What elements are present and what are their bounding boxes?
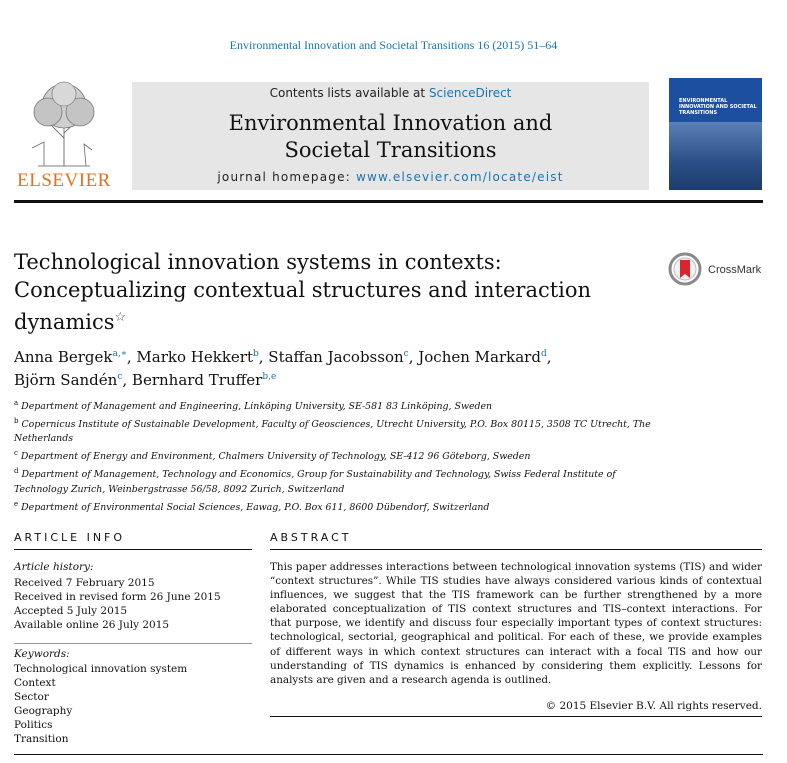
history-list [14, 576, 221, 632]
contents-available [132, 86, 649, 100]
author-name[interactable]: Marko Hekkert [136, 348, 253, 366]
keywords-label: Keywords: [14, 648, 70, 660]
affiliation-text: Department of Environmental Social Sciences, Eawag, P.O. Box 611, 8600 Dübendorf, Switzerland [21, 501, 490, 513]
affiliation-item [14, 497, 654, 515]
author-affil-mark[interactable]: d [540, 349, 547, 359]
journal-homepage [132, 170, 649, 184]
author-name[interactable]: Bernhard Truffer [131, 371, 263, 389]
homepage-prefix: journal homepage: [217, 170, 356, 184]
journal-banner [132, 82, 649, 190]
affiliation-text: Department of Management, Technology and Economics, Group for Sustainability and Technology, Swiss Federal Institute of Technology Zurich, Weinbergstrasse 56/58, 8092 Zurich, Switzerland [14, 469, 616, 495]
history-divider [14, 643, 252, 644]
keyword-item: Geography [14, 705, 73, 717]
affiliation-key: c [14, 449, 18, 458]
affiliation-item [14, 464, 654, 496]
abstract-bottom-rule [270, 716, 762, 717]
keyword-list [14, 662, 187, 746]
history-label: Article history: [14, 561, 94, 573]
header-divider [14, 200, 763, 203]
author-affil-mark[interactable]: c [403, 349, 409, 359]
crossmark-icon [668, 252, 702, 286]
journal-title-line1: Environmental Innovation and [228, 111, 553, 135]
cover-photo [669, 122, 762, 190]
affiliations [14, 396, 654, 515]
keyword-item: Politics [14, 719, 53, 731]
affiliation-key: e [14, 499, 19, 508]
title-line1: Technological innovation systems in contexts: [14, 250, 502, 274]
journal-cover[interactable] [669, 78, 762, 190]
author-list: Anna Bergek$^{a,∗}$, Marko Hekkert$^b$, Staffan Jacobsson$^c$, Jochen Markard$^d$, Björn Sandén$^c$, Bernhard Truffer$^{b,e}$ [14, 348, 552, 389]
copyright-notice: © 2015 Elsevier B.V. All rights reserved. [545, 700, 762, 712]
history-item: Available online 26 July 2015 [14, 619, 170, 631]
article-info-rule [14, 549, 252, 550]
keyword-item: Context [14, 677, 56, 689]
author-affil-mark[interactable]: a,∗ [112, 349, 127, 359]
crossmark-label: CrossMark [708, 264, 762, 276]
elsevier-tree-icon [18, 78, 110, 168]
abstract-heading: ABSTRACT [270, 531, 352, 544]
title-line2: Conceptualizing contextual structures and interaction [14, 278, 592, 302]
page-bottom-rule [14, 754, 763, 755]
cover-title: ENVIRONMENTAL INNOVATION AND SOCIETAL TRANSITIONS [679, 98, 757, 116]
abstract-text: This paper addresses interactions between technological innovation systems (TIS) and wider “context structures”. While TIS studies have always considered various kinds of contextual influences, we suggest that the TIS framework can be further strengthened by a more elaborated conceptualization of TIS context structures and TIS–context interactions. For that purpose, we identify and discuss four especially important types of context structures: technological, sectorial, geographical and political. For each of these, we provide examples of different ways in which context structures can interact with a focal TIS and how our understanding of TIS dynamics is enhanced by considering them explicitly. Lessons for analysts are given and a research agenda is outlined. [270, 561, 762, 686]
history-item: Received 7 February 2015 [14, 577, 155, 589]
affiliation-text: Copernicus Institute of Sustainable Development, Faculty of Geosciences, Utrecht University, P.O. Box 80115, 3508 TC Utrecht, The Netherlands [14, 419, 651, 445]
keyword-item: Technological innovation system [14, 663, 188, 675]
affiliation-key: b [14, 417, 19, 426]
contents-prefix: Contents lists available at [269, 86, 429, 100]
title-footnote-star[interactable]: ☆ [114, 310, 127, 325]
author-name[interactable]: Staffan Jacobsson [268, 348, 404, 366]
journal-title-line2: Societal Transitions [284, 138, 497, 162]
author-affil-mark[interactable]: b,e [262, 372, 277, 382]
affiliation-text: Department of Management and Engineering, Linköping University, SE-581 83 Linköping, Sweden [21, 401, 493, 413]
author-affil-mark[interactable]: b [252, 349, 259, 359]
sciencedirect-link[interactable]: ScienceDirect [428, 86, 512, 100]
elsevier-wordmark: ELSEVIER [17, 170, 111, 191]
journal-citation[interactable]: Environmental Innovation and Societal Transitions 16 (2015) 51–64 [229, 38, 558, 52]
journal-title[interactable] [132, 110, 649, 164]
abstract-rule [270, 549, 762, 550]
crossmark-badge[interactable] [668, 252, 768, 286]
article-info-heading: ARTICLE INFO [14, 531, 126, 544]
history-item: Accepted 5 July 2015 [14, 605, 128, 617]
author-name[interactable]: Jochen Markard [418, 348, 541, 366]
keyword-item: Sector [14, 691, 49, 703]
history-item: Received in revised form 26 June 2015 [14, 591, 221, 603]
author-name[interactable]: Björn Sandén [14, 371, 118, 389]
affiliation-text: Department of Energy and Environment, Chalmers University of Technology, SE-412 96 Göteborg, Sweden [20, 451, 531, 463]
affiliation-item [14, 446, 654, 464]
author-name[interactable]: Anna Bergek [14, 348, 113, 366]
affiliation-key: d [14, 467, 19, 476]
homepage-link[interactable]: www.elsevier.com/locate/eist [355, 170, 564, 184]
keyword-item: Transition [14, 733, 69, 745]
title-line3: dynamics [14, 310, 115, 334]
author-affil-mark[interactable]: c [117, 372, 123, 382]
elsevier-logo[interactable] [14, 78, 114, 194]
affiliation-item [14, 414, 654, 446]
affiliation-item [14, 396, 654, 414]
affiliation-key: a [14, 399, 19, 407]
article-title [14, 248, 634, 336]
